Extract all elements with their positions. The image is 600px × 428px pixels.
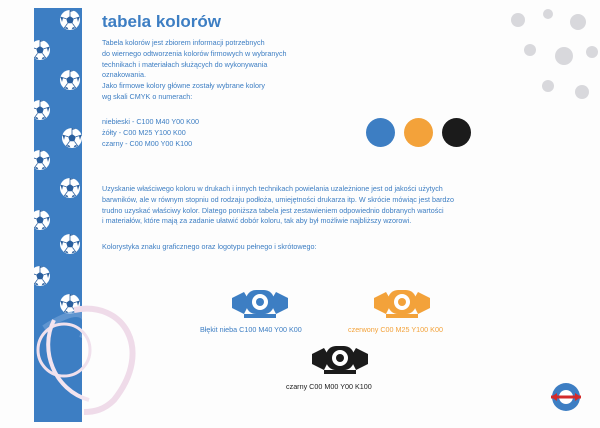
swatch-black [442,118,471,147]
intro-line: do wiernego odtworzenia kolorów firmowych w wybranych [102,48,287,58]
caption-orange: czerwony C00 M25 Y100 K00 [348,325,443,334]
body-paragraph [102,184,454,227]
logo-black [308,340,372,376]
intro-paragraph [102,38,287,103]
caption-blue: Błękit nieba C100 M40 Y00 K00 [200,325,302,334]
intro-line: Tabela kolorów jest zbiorem informacji potrzebnych [102,38,265,47]
intro-line: wg skali CMYK o numerach: [102,91,193,101]
cmyk-black: czarny - C00 M00 Y00 K100 [102,138,193,148]
body-line: barwników, ale w równym stopniu od rodzaju podłoża, umiejętności drukarza itp. W skrócie mówiąc jest bardzo [102,194,454,204]
cmyk-color-list [102,117,199,149]
body-line: i materiałów, które mają za zadanie ułatwić dobór koloru, tak aby był możliwie najbliższy wzorowi. [102,216,412,226]
swatch-blue [366,118,395,147]
page-title: tabela kolorów [102,12,222,31]
swatch-orange [404,118,433,147]
intro-line: technikach i materiałach służących do wykonywania [102,59,268,69]
watermark-swirl [34,290,164,420]
color-swatches [366,118,476,148]
logo-mark-icon [232,290,288,318]
intro-line: Jako firmowe kolory główne zostały wybrane kolory [102,81,265,91]
corner-ball-decoration [508,8,600,108]
logo-mark-icon [374,290,430,318]
logo-mark-icon [312,346,368,374]
logo-blue [228,284,292,320]
logo-orange [370,284,434,320]
cmyk-yellow: żółty - C00 M25 Y100 K00 [102,127,186,137]
body-line: Uzyskanie właściwego koloru w drukach i innych technikach powielania uzależnione jest od jakości użytych [102,184,443,193]
cmyk-blue: niebieski - C100 M40 Y00 K00 [102,117,199,126]
body-line: trudno uzyskać właściwy kolor. Dlatego poniższa tabela jest zestawieniem odpowiednio dobranych wartości [102,205,444,215]
caption-black: czarny C00 M00 Y00 K100 [286,382,372,391]
colorystyka-heading: Kolorystyka znaku graficznego oraz logotypu pełnego i skrótowego: [102,242,317,251]
intro-line: oznakowania. [102,70,146,80]
emblem-icon [548,380,584,414]
